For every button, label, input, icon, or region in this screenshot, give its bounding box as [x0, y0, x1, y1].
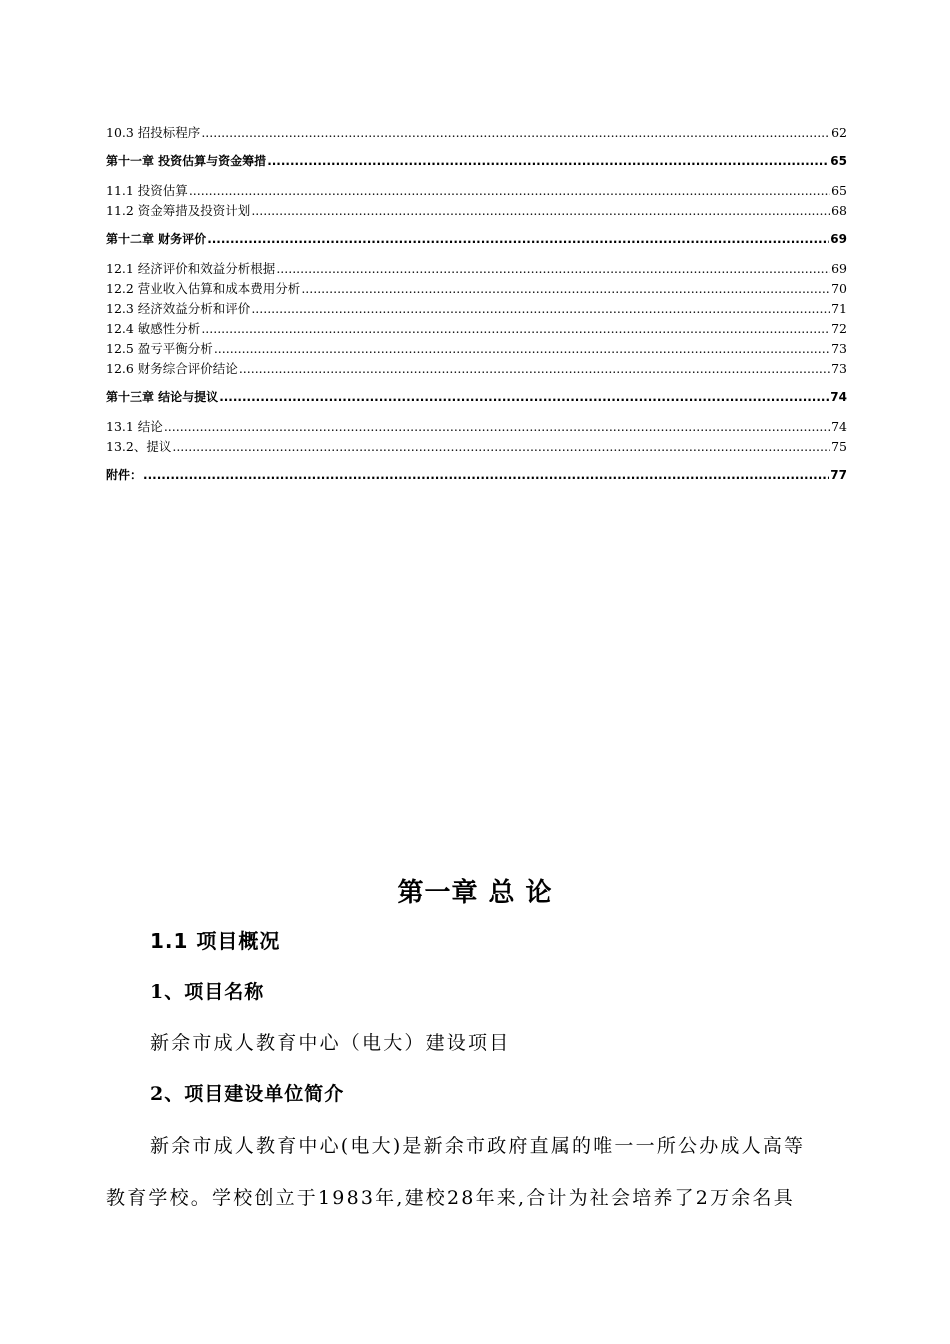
toc-entry-label: 第十三章 结论与提议 [106, 390, 219, 404]
item1-heading: 1、项目名称 [150, 981, 265, 1003]
toc-entry-page: 73 [831, 361, 847, 376]
section-title: 1.1 项目概况 [150, 929, 281, 953]
toc-chapter-entry[interactable] [106, 387, 847, 407]
toc-chapter-entry[interactable] [106, 465, 847, 485]
toc-entry-label: 11.1 投资估算 [106, 183, 188, 198]
toc-entry-page: 74 [830, 390, 847, 404]
toc-entry-label: 12.5 盈亏平衡分析 [106, 341, 213, 356]
toc-dot-leader [251, 299, 830, 319]
item1-text: 新余市成人教育中心（电大）建设项目 [150, 1032, 511, 1054]
toc-dot-leader [276, 259, 830, 279]
toc-entry-page: 70 [831, 281, 847, 296]
toc-chapter-entry[interactable] [106, 229, 847, 249]
toc-entry-label: 13.2、提议 [106, 439, 172, 454]
toc-entry-label: 12.4 敏感性分析 [106, 321, 201, 336]
toc-entry-page: 69 [830, 232, 847, 246]
toc-entry-page: 62 [831, 125, 847, 140]
toc-entry-label: 13.1 结论 [106, 419, 163, 434]
toc-entry[interactable] [106, 123, 847, 143]
toc-entry-label: 12.2 营业收入估算和成本费用分析 [106, 281, 301, 296]
toc-dot-leader [189, 181, 830, 201]
toc-entry[interactable] [106, 181, 847, 201]
toc-entry[interactable] [106, 259, 847, 279]
toc-entry-label: 11.2 资金筹措及投资计划 [106, 203, 251, 218]
toc-entry[interactable] [106, 299, 847, 319]
toc-entry[interactable] [106, 279, 847, 299]
toc-entry-page: 77 [830, 468, 847, 482]
toc-entry-page: 73 [831, 341, 847, 356]
paragraph-line-2: 教育学校。学校创立于1983年,建校28年来,合计为社会培养了2万余名具 [106, 1187, 795, 1209]
toc-entry-page: 69 [831, 261, 847, 276]
toc-entry-label: 12.6 财务综合评价结论 [106, 361, 238, 376]
toc-entry[interactable] [106, 437, 847, 457]
toc-dot-leader [201, 123, 830, 143]
toc-entry-label: 10.3 招投标程序 [106, 125, 201, 140]
toc-entry-page: 65 [831, 183, 847, 198]
toc-entry-page: 68 [831, 203, 847, 218]
table-of-contents [106, 123, 847, 495]
toc-dot-leader [214, 339, 830, 359]
toc-entry-page: 75 [831, 439, 847, 454]
toc-entry-label: 12.1 经济评价和效益分析根据 [106, 261, 276, 276]
toc-entry[interactable] [106, 339, 847, 359]
chapter-title: 第一章 总 论 [397, 878, 553, 908]
toc-dot-leader [207, 229, 829, 249]
toc-entry[interactable] [106, 319, 847, 339]
toc-entry-page: 65 [830, 154, 847, 168]
toc-entry-label: 第十一章 投资估算与资金筹措 [106, 154, 267, 168]
toc-entry-page: 71 [831, 301, 847, 316]
toc-entry[interactable] [106, 359, 847, 379]
toc-entry[interactable] [106, 201, 847, 221]
toc-dot-leader [143, 465, 829, 485]
paragraph-line-1: 新余市成人教育中心(电大)是新余市政府直属的唯一一所公办成人高等 [150, 1135, 806, 1157]
toc-entry[interactable] [106, 417, 847, 437]
toc-entry-label: 第十二章 财务评价 [106, 232, 207, 246]
toc-dot-leader [172, 437, 830, 457]
toc-dot-leader [164, 417, 830, 437]
toc-dot-leader [251, 201, 830, 221]
toc-chapter-entry[interactable] [106, 151, 847, 171]
toc-entry-page: 74 [831, 419, 847, 434]
toc-dot-leader [267, 151, 829, 171]
toc-dot-leader [239, 359, 830, 379]
toc-entry-label: 12.3 经济效益分析和评价 [106, 301, 251, 316]
toc-dot-leader [219, 387, 829, 407]
toc-entry-label: 附件： [106, 468, 143, 482]
toc-dot-leader [201, 319, 830, 339]
toc-dot-leader [301, 279, 830, 299]
item2-heading: 2、项目建设单位简介 [150, 1083, 345, 1105]
toc-entry-page: 72 [831, 321, 847, 336]
